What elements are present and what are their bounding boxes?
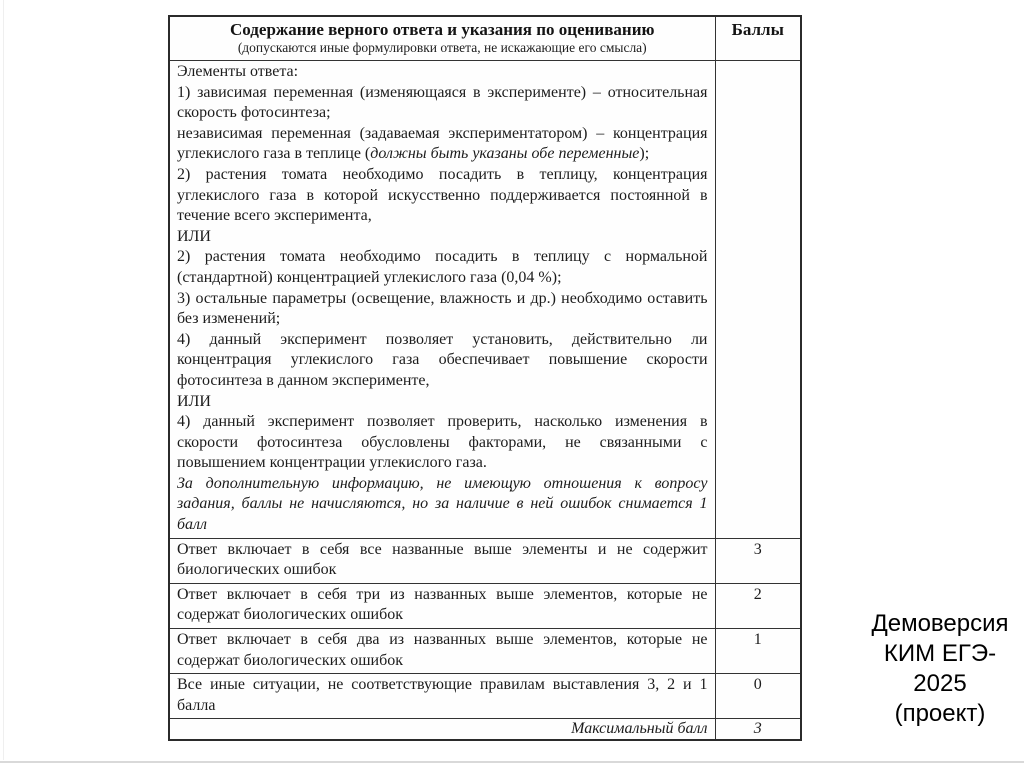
answer-item-2-alt: 2) растения томата необходимо посадить в теплицу с нормальной (стандартной) концентрацией углекислого газа (0,04 %); <box>177 248 708 286</box>
side-note-line-1: Демоверсия <box>871 610 1009 637</box>
points-value-0: 0 <box>715 674 801 719</box>
side-note-line-2: КИМ ЕГЭ- <box>883 640 997 667</box>
side-note-line-3: 2025 <box>913 670 967 697</box>
side-note-line-4: (проект) <box>894 700 986 727</box>
answer-item-1b <box>177 124 708 165</box>
slide-divider-line <box>0 761 1024 763</box>
answer-item-1b-tail: ); <box>639 145 650 163</box>
scoring-text-1: Ответ включает в себя два из названных выше элементов, которые не содержат биологических ошибок <box>169 629 715 674</box>
max-score-row <box>169 719 801 741</box>
scoring-text-0: Все иные ситуации, не соответствующие правилам выставления 3, 2 и 1 балла <box>169 674 715 719</box>
answer-item-4-alt: 4) данный эксперимент позволяет проверить, насколько изменения в скорости фотосинтеза обусловлены факторами, не связанными с повышением концентрации углекислого газа. <box>177 413 708 472</box>
scoring-row-2 <box>169 583 801 628</box>
table-header-content-cell <box>169 16 715 61</box>
scoring-row-0 <box>169 674 801 719</box>
scoring-text-3: Ответ включает в себя все названные выше элементы и не содержит биологических ошибок <box>169 538 715 583</box>
points-column-header: Баллы <box>715 16 801 61</box>
answer-item-1b-italic: должны быть указаны обе переменные <box>370 145 640 163</box>
answer-intro: Элементы ответа: <box>177 63 299 80</box>
max-score-value: 3 <box>715 719 801 741</box>
answer-item-3: 3) остальные параметры (освещение, влажность и др.) необходимо оставить без изменений; <box>177 289 708 328</box>
table-header-title: Содержание верного ответа и указания по оцениванию <box>230 20 655 39</box>
answer-item-2: 2) растения томата необходимо посадить в теплицу, концентрация углекислого газа в которой искусственно поддерживается постоянной в течение всего эксперимента, <box>177 165 708 225</box>
table-header-subtitle: (допускаются иные формулировки ответа, не искажающие его смысла) <box>237 40 647 55</box>
answer-item-1: 1) зависимая переменная (изменяющаяся в эксперименте) – относительная скорость фотосинтеза; <box>177 83 708 122</box>
points-value-2: 2 <box>715 583 801 628</box>
scoring-row-1 <box>169 629 801 674</box>
max-score-label: Максимальный балл <box>169 719 715 741</box>
answer-note-italic: За дополнительную информацию, не имеющую отношения к вопросу задания, баллы не начисляются, но за наличие в ней ошибок снимается 1 балл <box>177 474 708 534</box>
answer-item-4: 4) данный эксперимент позволяет установить, действительно ли концентрация углекислого газа обеспечивает повышение скорости фотосинтеза в данном эксперименте, <box>177 330 708 389</box>
points-value-3: 3 <box>715 538 801 583</box>
or-separator-1: ИЛИ <box>177 227 211 245</box>
page-edge-line <box>3 0 4 760</box>
answer-cell <box>169 61 715 539</box>
points-value-1: 1 <box>715 629 801 674</box>
scoring-row-3 <box>169 538 801 583</box>
side-note <box>840 609 1024 729</box>
table-header-row <box>169 16 801 61</box>
answer-item-1b-text: независимая переменная (задаваемая экспериментатором) – концентрация углекислого газа в теплице ( <box>177 124 708 163</box>
answer-points-cell <box>715 61 801 539</box>
answer-content-row <box>169 61 801 539</box>
or-separator-2: ИЛИ <box>177 392 211 410</box>
criteria-table <box>168 15 802 741</box>
scoring-text-2: Ответ включает в себя три из названных выше элементов, которые не содержат биологических ошибок <box>169 583 715 628</box>
